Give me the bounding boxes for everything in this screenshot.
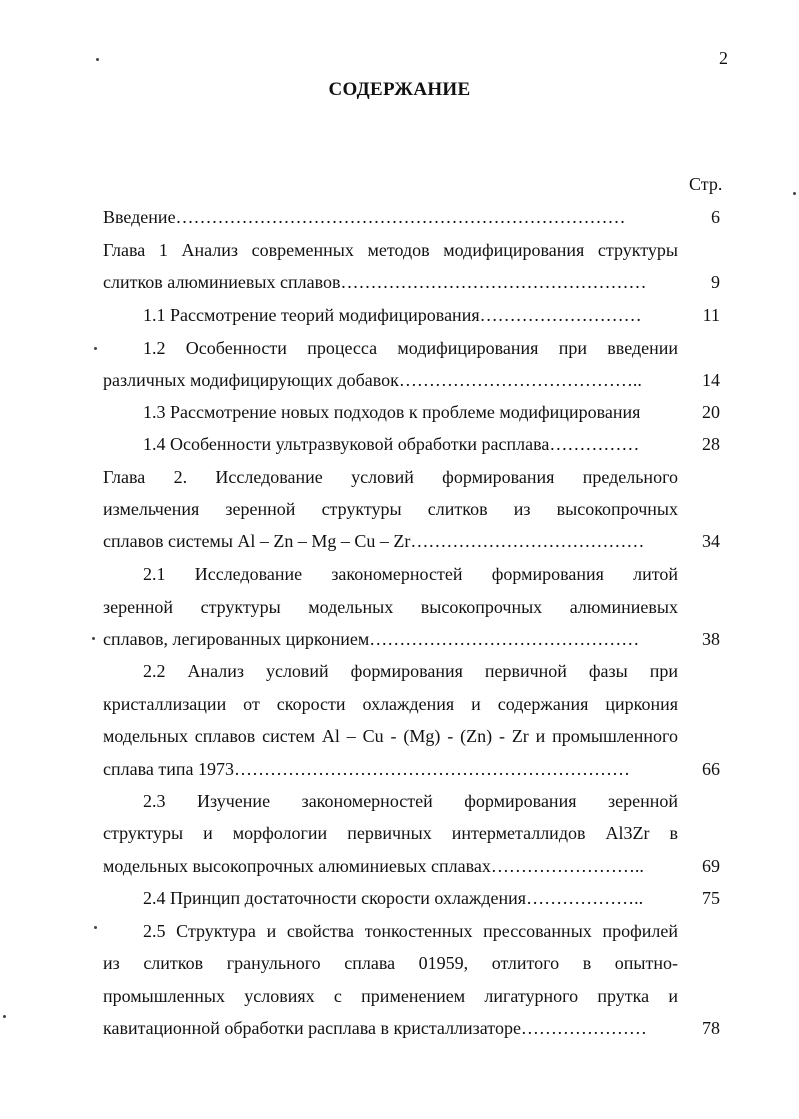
toc-line: 2.1 Исследование закономерностей формирования литой (143, 564, 678, 584)
toc-page: 14 (702, 370, 720, 390)
toc-line: сплавов системы Al – Zn – Mg – Cu – Zr………………………………… (103, 531, 645, 551)
toc-line: измельчения зеренной структуры слитков из высокопрочных (103, 499, 678, 519)
toc-line: Введение………………………………………………………………… (103, 207, 626, 227)
toc-line: сплава типа 1973………………………………………………………… (103, 759, 630, 779)
toc-line: 1.4 Особенности ультразвуковой обработки расплава…………… (143, 434, 640, 454)
toc-line: кристаллизации от скорости охлаждения и содержания циркония (103, 694, 678, 714)
toc-page: 20 (702, 402, 720, 422)
toc-page: 66 (702, 759, 720, 779)
toc-line: различных модифицирующих добавок………………………………….. (103, 370, 642, 390)
toc-page: 75 (702, 888, 720, 908)
toc-page: 34 (702, 531, 720, 551)
toc-line: Глава 1 Анализ современных методов модифицирования структуры (103, 240, 678, 260)
toc-line: модельных сплавов систем Al – Cu - (Mg) - (Zn) - Zr и промышленного (103, 726, 678, 746)
toc-line: слитков алюминиевых сплавов…………………………………………… (103, 272, 647, 292)
toc-line: 2.2 Анализ условий формирования первичной фазы при (143, 661, 678, 681)
toc-line: 2.5 Структура и свойства тонкостенных прессованных профилей (143, 921, 678, 941)
toc-page: 78 (702, 1018, 720, 1038)
toc-line: 2.3 Изучение закономерностей формирования зеренной (143, 791, 678, 811)
toc-line: структуры и морфологии первичных интерметаллидов Al3Zr в (103, 823, 678, 843)
page-title: СОДЕРЖАНИЕ (328, 79, 471, 100)
toc-line: 1.1 Рассмотрение теорий модифицирования……………………… (143, 305, 642, 325)
toc-line: кавитационной обработки расплава в кристаллизаторе………………… (103, 1018, 647, 1038)
page-number: 2 (719, 48, 728, 68)
scan-speck (94, 347, 97, 350)
toc-page: 69 (702, 856, 720, 876)
scan-speck (96, 58, 99, 61)
toc-line: модельных высокопрочных алюминиевых сплавах…………………….. (103, 856, 644, 876)
toc-page: 38 (702, 629, 720, 649)
toc-line: Глава 2. Исследование условий формирования предельного (103, 467, 678, 487)
toc-line: зеренной структуры модельных высокопрочных алюминиевых (103, 597, 678, 617)
toc-page: 11 (702, 305, 720, 325)
toc-page: 6 (711, 207, 720, 227)
page-column-label: Стр. (689, 174, 723, 194)
toc-line: сплавов, легированных цирконием……………………………………… (103, 629, 640, 649)
toc-line: из слитков гранульного сплава 01959, отлитого в опытно- (103, 953, 678, 973)
toc-page: 28 (702, 434, 720, 454)
scan-speck (3, 1015, 6, 1018)
scan-speck (92, 637, 95, 640)
toc-page: 9 (711, 272, 720, 292)
scan-speck (793, 192, 796, 195)
toc-line: 1.3 Рассмотрение новых подходов к проблеме модифицирования (143, 402, 641, 422)
scan-speck (94, 926, 97, 929)
toc-line: промышленных условиях с применением лигатурного прутка и (103, 986, 678, 1006)
toc-line: 1.2 Особенности процесса модифицирования при введении (143, 338, 678, 358)
toc-line: 2.4 Принцип достаточности скорости охлаждения……………….. (143, 888, 644, 908)
